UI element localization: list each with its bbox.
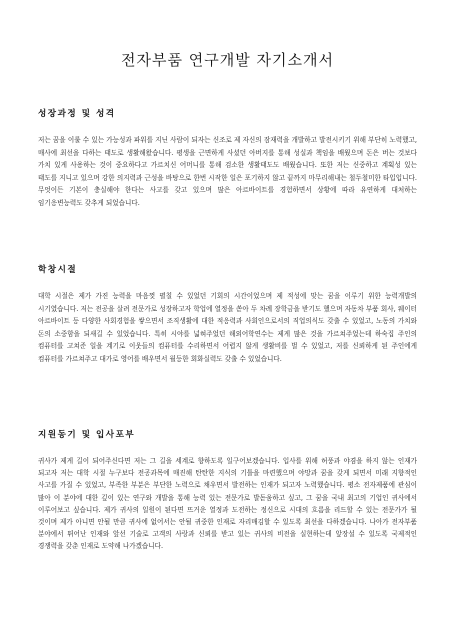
section-heading: 성장과정 및 성격 bbox=[38, 109, 116, 119]
section-growth-personality bbox=[38, 108, 417, 209]
section-school-days bbox=[38, 264, 417, 365]
section-heading: 지원동기 및 입사포부 bbox=[38, 430, 136, 440]
section-body: 대학 시절은 제가 가진 능력을 마음껏 펼칠 수 있었던 기회의 시간이었으며 제 적성에 맞는 꿈을 이루기 위한 능력개발의 시기였습니다. 저는 전공을 살려 전문가로 성장하고자 학업에 열정을 쏟아 두 차례 장학금을 받기도 했으며 자동차 부품 회사, 웨이터 아르바이트 등 다양한 사회경험을 쌓으면서 조직생활에 대한 적응력과 사회인으로서의 직업의식도 갖출 수 있었고, 노동의 가치와 돈의 소중함을 되새길 수 있었습니다. 특히 시야를 넓혀주었던 해외어학연수는 제게 많은 것을 가르쳐주었는데 하숙집 주인의 컴퓨터를 고쳐준 일을 계기로 이웃들의 컴퓨터를 수리하면서 어렵지 않게 생활비를 벌 수 있었고, 저를 신뢰하게 된 주인에게 컴퓨터를 가르쳐주고 대가로 영어를 배우면서 월등한 회화실력도 갖출 수 있었습니다. bbox=[38, 292, 417, 363]
section-body: 귀사가 제게 길이 되어주신다면 저는 그 길을 세계로 향하도록 일구어보겠습니다. 입사를 위해 허풍과 야겸을 하지 않는 인재가 되고자 저는 대학 시절 누구보다 전공과목에 매진해 탄탄한 지식의 기틀을 마련했으며 야망과 꿈을 갖게 되면서 미래 지향적인 사고를 가질 수 있었고, 부족한 부분은 부단한 노력으로 채우면서 발전하는 인재가 되고자 노력했습니다. 평소 전자제품에 관심이 많아 이 분야에 대한 깊이 있는 연구와 개발을 통해 능력 있는 전문가로 발돋움하고 싶고, 그 꿈을 국내 최고의 기업인 귀사에서 이루어보고 싶습니다. 제가 귀사의 일원이 된다면 뜨거운 열정과 도전하는 정신으로 시대의 흐름을 리드할 수 있는 전문가가 될 것이며 제가 아니면 안될 만큼 귀사에 없어서는 안될 귀중한 인재로 자리매김할 수 있도록 최선을 다하겠습니다. 나아가 전자부품 분야에서 뛰어난 인재와 앞선 기술로 고객의 사랑과 신뢰를 받고 있는 귀사의 비전을 실현하는데 앞장설 수 있도록 국제적인 경쟁력을 갖춘 인재로 도약해 나가겠습니다. bbox=[38, 457, 417, 551]
section-body: 저는 꿈을 이룰 수 있는 가능성과 파워를 지닌 사람이 되자는 신조로 제 자신의 잠재력을 개발하고 발전시키기 위해 부단히 노력했고, 매사에 최선을 다하는 태도로 생활해왔습니다. 평생을 근면하게 사셨던 아버지를 통해 성실과 책임을 배웠으며 돈은 버는 것보다 가치 있게 사용하는 것이 중요하다고 가르치신 어머니를 통해 검소한 생활태도도 배웠습니다. 또한 저는 신중하고 계획성 있는 태도를 지니고 있으며 강한 의지력과 근성을 바탕으로 한번 시작한 일은 포기하지 않고 끝까지 마무리해내는 철두철미한 타입입니다. 무엇이든 기본이 충실해야 한다는 사고를 갖고 있으며 많은 아르바이트를 경험하면서 상황에 따라 유연하게 대처하는 임기응변능력도 갖추게 되었습니다. bbox=[38, 136, 417, 207]
section-motivation-aspiration bbox=[38, 429, 417, 553]
document-title: 전자부품 연구개발 자기소개서 bbox=[121, 51, 334, 69]
section-heading: 학창시절 bbox=[38, 265, 78, 275]
